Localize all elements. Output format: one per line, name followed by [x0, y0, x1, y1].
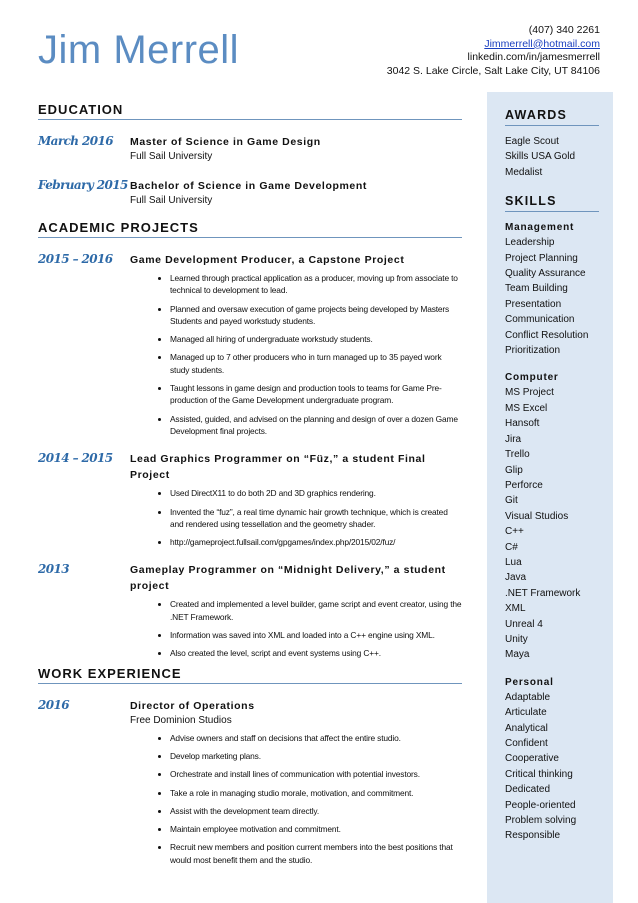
- skill-item: Presentation: [505, 298, 562, 310]
- education-section: [38, 134, 462, 208]
- entry: [38, 698, 462, 866]
- skill-item: Adaptable: [505, 691, 551, 703]
- skill-item: Critical thinking: [505, 768, 573, 780]
- skill-item: Problem solving: [505, 815, 577, 827]
- skill-item: Confident: [505, 738, 548, 749]
- bullet-item: • Assisted, guided, and advised on the planning and design of over a dozen Game Development final projects.: [170, 413, 462, 438]
- skill-item: Team Building: [505, 283, 568, 295]
- skill-item: Git: [505, 495, 518, 507]
- skill-item: Unity: [505, 633, 528, 645]
- entry-title: Gameplay Programmer on “Midnight Delivery,” a student project: [130, 564, 446, 593]
- skill-item: C#: [505, 541, 518, 553]
- skill-item: Responsible: [505, 830, 561, 842]
- award-item: Eagle Scout: [505, 136, 559, 147]
- skill-item: Visual Studios: [505, 510, 569, 522]
- skill-category-name: Management: [505, 222, 575, 234]
- skill-item: Trello: [505, 449, 530, 461]
- entry-title: Master of Science in Game Design: [130, 136, 321, 148]
- bullet-item: • Maintain employee motivation and commitment.: [170, 823, 462, 835]
- bullet-item: • Information was saved into XML and loaded into a C++ engine using XML.: [170, 629, 462, 641]
- entry-title: Game Development Producer, a Capstone Project: [130, 254, 405, 266]
- skill-item: Prioritization: [505, 345, 561, 357]
- bullet-item: • Advise owners and staff on decisions that affect the entire studio.: [170, 732, 462, 744]
- skill-item: Conflict Resolution: [505, 329, 589, 341]
- skill-item: Articulate: [505, 707, 547, 719]
- entry-date: 2015 – 2016: [38, 252, 113, 266]
- bullet-item: • Assist with the development team directly.: [170, 805, 462, 817]
- skill-item: C++: [505, 526, 524, 538]
- entry: [38, 178, 462, 208]
- bullet-item: • Used DirectX11 to do both 2D and 3D graphics rendering.: [170, 487, 462, 499]
- bullet-item: • http://gameproject.fullsail.com/gpgames/index.php/2015/02/fuz/: [170, 536, 462, 548]
- bullet-list: [130, 732, 462, 866]
- skill-item: Java: [505, 572, 527, 584]
- skill-item: MS Excel: [505, 402, 548, 414]
- skills-list: [487, 220, 613, 844]
- skill-item: Lua: [505, 556, 522, 568]
- skill-item: Unreal 4: [505, 618, 543, 630]
- entry-date: March 2016: [38, 134, 113, 148]
- skill-category-name: Personal: [505, 676, 554, 688]
- entry-date: February 2015: [38, 178, 128, 192]
- entry-title: Lead Graphics Programmer on “Füz,” a student Final Project: [130, 453, 426, 482]
- bullet-list: [130, 272, 462, 437]
- entry-title: Bachelor of Science in Game Development: [130, 180, 367, 192]
- skill-item: Project Planning: [505, 252, 578, 264]
- skill-item: Cooperative: [505, 753, 559, 765]
- skill-item: Quality Assurance: [505, 268, 586, 280]
- skill-item: XML: [505, 603, 526, 615]
- skill-item: Analytical: [505, 722, 548, 734]
- bullet-item: • Managed up to 7 other producers who in turn managed up to 35 payed work study students.: [170, 351, 462, 376]
- awards-list: [505, 134, 613, 180]
- linkedin-url[interactable]: linkedin.com/in/jamesmerrell: [467, 51, 600, 63]
- entry-date: 2014 – 2015: [38, 451, 113, 466]
- skill-category: [505, 675, 613, 844]
- entry: [38, 562, 462, 659]
- skill-item: People-oriented: [505, 799, 576, 811]
- bullet-item: • Created and implemented a level builder, game script and event creator, using the .NET Framework.: [170, 598, 462, 623]
- candidate-name: Jim Merrell: [38, 28, 240, 72]
- bullet-item: • Learned through practical application as a producer, moving up from associate to technical to development to lead.: [170, 272, 462, 297]
- skill-item: Hansoft: [505, 418, 540, 430]
- skill-category: [505, 220, 613, 358]
- award-item: Skills USA Gold: [505, 151, 576, 163]
- skill-item: Jira: [505, 433, 522, 445]
- address: 3042 S. Lake Circle, Salt Lake City, UT 84106: [386, 64, 600, 77]
- skill-item: MS Project: [505, 387, 554, 399]
- skill-item: Dedicated: [505, 784, 551, 796]
- bullet-list: [130, 598, 462, 659]
- entry: [38, 252, 462, 437]
- projects-section: [38, 252, 462, 660]
- skill-item: Maya: [505, 649, 530, 661]
- bullet-item: • Taught lessons in game design and production tools to teams for Game Pre-production of the Game Development undergraduate program.: [170, 382, 462, 407]
- work-heading: WORK EXPERIENCE: [38, 666, 462, 684]
- skill-item: Communication: [505, 314, 575, 326]
- entry-organization: Full Sail University: [130, 195, 213, 206]
- entry: [38, 134, 462, 164]
- skill-item: Leadership: [505, 237, 555, 249]
- skill-item: Perforce: [505, 479, 543, 491]
- entry-organization: Full Sail University: [130, 151, 213, 162]
- bullet-item: • Managed all hiring of undergraduate workstudy students.: [170, 333, 462, 345]
- bullet-item: • Take a role in managing studio morale, motivation, and commitment.: [170, 787, 462, 799]
- bullet-item: • Also created the level, script and event systems using C++.: [170, 647, 462, 659]
- awards-heading: AWARDS: [505, 108, 599, 126]
- contact-block: [387, 24, 600, 78]
- email-link[interactable]: Jimmerrell@hotmail.com: [484, 37, 600, 50]
- work-section: [38, 698, 462, 866]
- skill-category-name: Computer: [505, 372, 559, 384]
- bullet-item: • Orchestrate and install lines of communication with potential investors.: [170, 768, 462, 780]
- entry-date: 2016: [38, 697, 69, 712]
- phone-number: (407) 340 2261: [528, 24, 600, 36]
- bullet-item: • Recruit new members and position current members into the best positions that would most benefit them and the studio.: [170, 841, 462, 866]
- entry: [38, 451, 462, 548]
- skills-heading: SKILLS: [505, 194, 599, 212]
- bullet-item: • Develop marketing plans.: [170, 750, 462, 762]
- skill-item: .NET Framework: [505, 587, 581, 599]
- entry-organization: Free Dominion Studios: [130, 714, 232, 726]
- sidebar: [487, 92, 613, 903]
- bullet-item: • Invented the “fuz”, a real time dynamic hair growth technique, which is created and rendered using tessellation and the geometry shader.: [170, 506, 462, 531]
- award-item: Medalist: [505, 166, 543, 178]
- education-heading: EDUCATION: [38, 102, 462, 120]
- bullet-list: [130, 487, 462, 548]
- entry-title: Director of Operations: [130, 699, 255, 712]
- skill-item: Glip: [505, 464, 523, 476]
- projects-heading: ACADEMIC PROJECTS: [38, 220, 462, 238]
- bullet-item: • Planned and oversaw execution of game projects being developed by Masters Students and payed workstudy students.: [170, 303, 462, 328]
- entry-date: 2013: [38, 562, 69, 577]
- main-column: [38, 102, 462, 872]
- skill-category: [505, 370, 613, 662]
